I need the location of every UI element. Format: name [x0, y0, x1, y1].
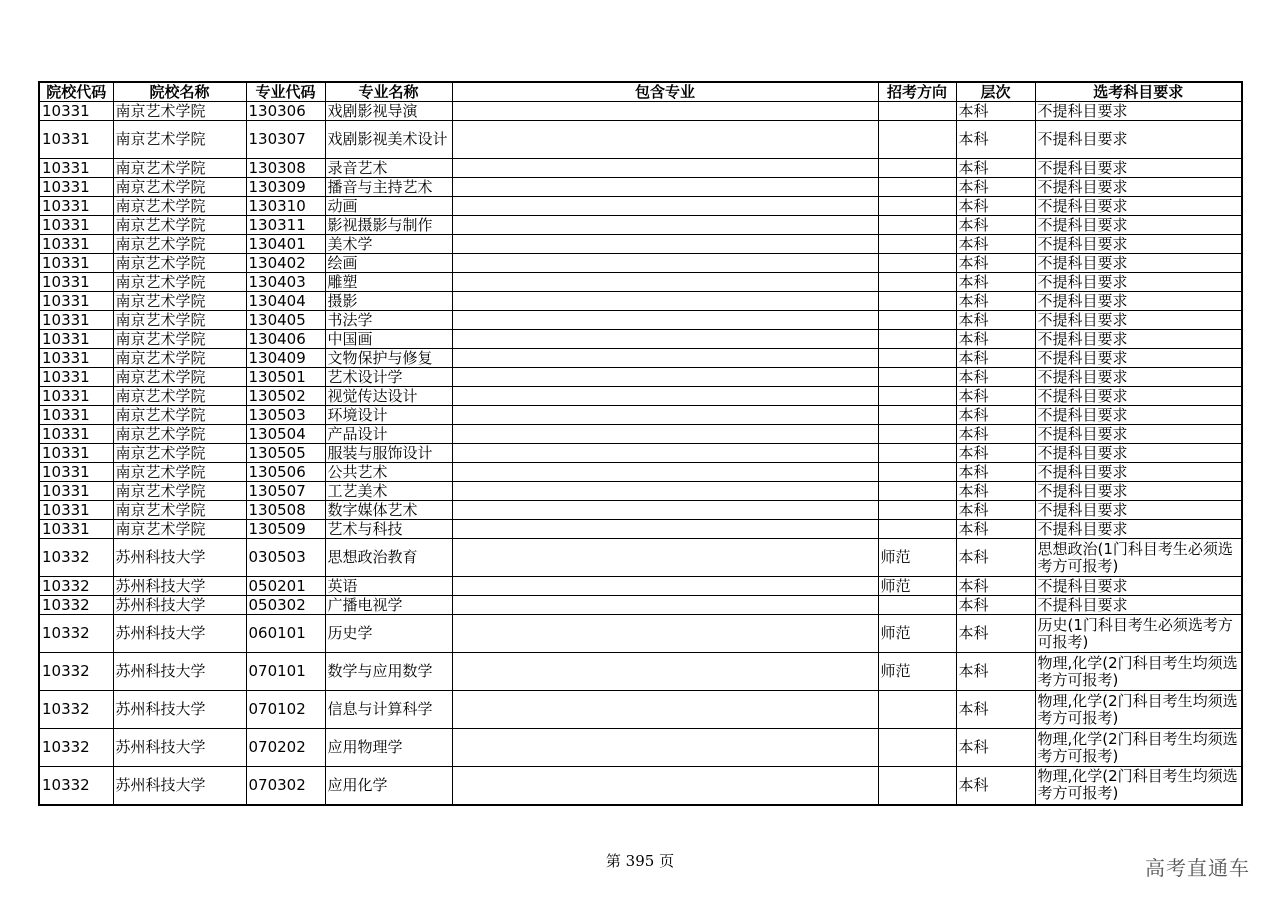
cell-school-name: 南京艺术学院 — [113, 463, 246, 482]
cell-level: 本科 — [956, 330, 1035, 349]
cell-school-name: 苏州科技大学 — [113, 653, 246, 691]
cell-school-code: 10332 — [39, 539, 113, 577]
cell-school-code: 10331 — [39, 463, 113, 482]
cell-level: 本科 — [956, 368, 1035, 387]
cell-level: 本科 — [956, 767, 1035, 805]
cell-major-name: 思想政治教育 — [325, 539, 452, 577]
cell-included-majors — [452, 121, 878, 159]
cell-level: 本科 — [956, 729, 1035, 767]
cell-major-code: 130508 — [246, 501, 325, 520]
cell-level: 本科 — [956, 463, 1035, 482]
cell-level: 本科 — [956, 691, 1035, 729]
cell-level: 本科 — [956, 425, 1035, 444]
cell-school-name: 苏州科技大学 — [113, 615, 246, 653]
cell-major-name: 信息与计算科学 — [325, 691, 452, 729]
cell-school-name: 南京艺术学院 — [113, 178, 246, 197]
cell-included-majors — [452, 577, 878, 596]
cell-included-majors — [452, 102, 878, 121]
table-row — [39, 653, 1242, 691]
cell-major-name: 产品设计 — [325, 425, 452, 444]
cell-school-code: 10331 — [39, 102, 113, 121]
cell-school-code: 10331 — [39, 501, 113, 520]
cell-level: 本科 — [956, 102, 1035, 121]
cell-included-majors — [452, 539, 878, 577]
cell-school-name: 南京艺术学院 — [113, 216, 246, 235]
cell-school-name: 南京艺术学院 — [113, 273, 246, 292]
cell-major-code: 130505 — [246, 444, 325, 463]
cell-major-code: 070202 — [246, 729, 325, 767]
cell-included-majors — [452, 767, 878, 805]
table-row — [39, 121, 1242, 159]
cell-major-code: 030503 — [246, 539, 325, 577]
table-row — [39, 577, 1242, 596]
header-school-name: 院校名称 — [113, 82, 246, 102]
cell-school-code: 10331 — [39, 254, 113, 273]
cell-school-name: 南京艺术学院 — [113, 235, 246, 254]
cell-subject-requirement: 不提科目要求 — [1035, 235, 1242, 254]
cell-direction — [878, 330, 956, 349]
cell-included-majors — [452, 406, 878, 425]
cell-subject-requirement: 不提科目要求 — [1035, 216, 1242, 235]
header-subject-requirement: 选考科目要求 — [1035, 82, 1242, 102]
cell-school-name: 南京艺术学院 — [113, 311, 246, 330]
table-row — [39, 368, 1242, 387]
cell-included-majors — [452, 691, 878, 729]
cell-subject-requirement: 不提科目要求 — [1035, 292, 1242, 311]
table-row — [39, 596, 1242, 615]
cell-major-name: 英语 — [325, 577, 452, 596]
cell-direction — [878, 292, 956, 311]
cell-major-code: 070102 — [246, 691, 325, 729]
cell-subject-requirement: 不提科目要求 — [1035, 501, 1242, 520]
cell-level: 本科 — [956, 539, 1035, 577]
cell-major-code: 050201 — [246, 577, 325, 596]
table-row — [39, 444, 1242, 463]
cell-direction: 师范 — [878, 539, 956, 577]
table-row — [39, 387, 1242, 406]
cell-level: 本科 — [956, 520, 1035, 539]
cell-subject-requirement: 不提科目要求 — [1035, 387, 1242, 406]
cell-level: 本科 — [956, 273, 1035, 292]
cell-major-name: 戏剧影视导演 — [325, 102, 452, 121]
cell-major-code: 050302 — [246, 596, 325, 615]
cell-level: 本科 — [956, 292, 1035, 311]
cell-school-code: 10331 — [39, 444, 113, 463]
cell-major-name: 雕塑 — [325, 273, 452, 292]
cell-subject-requirement: 物理,化学(2门科目考生均须选考方可报考) — [1035, 767, 1242, 805]
cell-school-code: 10331 — [39, 273, 113, 292]
cell-subject-requirement: 历史(1门科目考生必须选考方可报考) — [1035, 615, 1242, 653]
header-included-majors: 包含专业 — [452, 82, 878, 102]
cell-school-code: 10332 — [39, 577, 113, 596]
cell-major-name: 数字媒体艺术 — [325, 501, 452, 520]
cell-subject-requirement: 物理,化学(2门科目考生均须选考方可报考) — [1035, 691, 1242, 729]
cell-included-majors — [452, 463, 878, 482]
header-school-code: 院校代码 — [39, 82, 113, 102]
table-row — [39, 273, 1242, 292]
cell-included-majors — [452, 444, 878, 463]
table-row — [39, 425, 1242, 444]
cell-included-majors — [452, 330, 878, 349]
cell-direction — [878, 349, 956, 368]
cell-school-name: 苏州科技大学 — [113, 577, 246, 596]
cell-major-code: 130405 — [246, 311, 325, 330]
table-row — [39, 501, 1242, 520]
cell-level: 本科 — [956, 596, 1035, 615]
cell-major-name: 服装与服饰设计 — [325, 444, 452, 463]
cell-major-name: 戏剧影视美术设计 — [325, 121, 452, 159]
cell-direction — [878, 387, 956, 406]
cell-major-code: 130504 — [246, 425, 325, 444]
cell-school-name: 南京艺术学院 — [113, 254, 246, 273]
cell-level: 本科 — [956, 444, 1035, 463]
cell-direction — [878, 767, 956, 805]
cell-direction — [878, 368, 956, 387]
cell-major-code: 130403 — [246, 273, 325, 292]
cell-major-code: 070302 — [246, 767, 325, 805]
cell-school-code: 10331 — [39, 330, 113, 349]
cell-subject-requirement: 不提科目要求 — [1035, 463, 1242, 482]
cell-direction — [878, 729, 956, 767]
table-row — [39, 330, 1242, 349]
cell-subject-requirement: 不提科目要求 — [1035, 368, 1242, 387]
cell-direction — [878, 235, 956, 254]
cell-major-name: 书法学 — [325, 311, 452, 330]
cell-school-name: 南京艺术学院 — [113, 444, 246, 463]
cell-school-name: 南京艺术学院 — [113, 406, 246, 425]
cell-level: 本科 — [956, 406, 1035, 425]
cell-subject-requirement: 不提科目要求 — [1035, 102, 1242, 121]
cell-direction — [878, 197, 956, 216]
cell-school-name: 南京艺术学院 — [113, 330, 246, 349]
cell-major-code: 060101 — [246, 615, 325, 653]
cell-included-majors — [452, 501, 878, 520]
cell-direction — [878, 501, 956, 520]
cell-included-majors — [452, 520, 878, 539]
cell-direction: 师范 — [878, 615, 956, 653]
cell-level: 本科 — [956, 197, 1035, 216]
cell-included-majors — [452, 596, 878, 615]
table-row — [39, 102, 1242, 121]
header-major-name: 专业名称 — [325, 82, 452, 102]
table-row — [39, 311, 1242, 330]
cell-direction — [878, 216, 956, 235]
cell-included-majors — [452, 273, 878, 292]
table-row — [39, 482, 1242, 501]
cell-direction — [878, 102, 956, 121]
cell-major-code: 130501 — [246, 368, 325, 387]
cell-major-code: 130306 — [246, 102, 325, 121]
cell-school-name: 苏州科技大学 — [113, 691, 246, 729]
cell-level: 本科 — [956, 216, 1035, 235]
cell-major-name: 动画 — [325, 197, 452, 216]
cell-level: 本科 — [956, 577, 1035, 596]
cell-school-code: 10331 — [39, 520, 113, 539]
cell-subject-requirement: 不提科目要求 — [1035, 406, 1242, 425]
cell-subject-requirement: 不提科目要求 — [1035, 254, 1242, 273]
cell-subject-requirement: 不提科目要求 — [1035, 121, 1242, 159]
cell-major-name: 艺术设计学 — [325, 368, 452, 387]
cell-major-code: 130307 — [246, 121, 325, 159]
cell-school-name: 苏州科技大学 — [113, 729, 246, 767]
cell-school-code: 10331 — [39, 311, 113, 330]
cell-major-code: 130503 — [246, 406, 325, 425]
cell-subject-requirement: 不提科目要求 — [1035, 596, 1242, 615]
table-body — [39, 102, 1242, 805]
cell-school-name: 南京艺术学院 — [113, 482, 246, 501]
cell-direction — [878, 520, 956, 539]
cell-level: 本科 — [956, 349, 1035, 368]
cell-school-code: 10332 — [39, 596, 113, 615]
cell-included-majors — [452, 425, 878, 444]
cell-direction — [878, 406, 956, 425]
cell-subject-requirement: 不提科目要求 — [1035, 273, 1242, 292]
page-number: 第 395 页 — [605, 852, 675, 870]
cell-major-name: 数学与应用数学 — [325, 653, 452, 691]
cell-major-code: 130402 — [246, 254, 325, 273]
cell-major-code: 130502 — [246, 387, 325, 406]
cell-major-name: 绘画 — [325, 254, 452, 273]
cell-level: 本科 — [956, 482, 1035, 501]
cell-school-name: 苏州科技大学 — [113, 539, 246, 577]
table-row — [39, 349, 1242, 368]
header-row — [39, 82, 1242, 102]
cell-school-code: 10331 — [39, 387, 113, 406]
cell-included-majors — [452, 178, 878, 197]
cell-major-name: 公共艺术 — [325, 463, 452, 482]
cell-school-code: 10332 — [39, 691, 113, 729]
cell-school-name: 南京艺术学院 — [113, 368, 246, 387]
cell-school-name: 南京艺术学院 — [113, 425, 246, 444]
cell-level: 本科 — [956, 653, 1035, 691]
cell-major-code: 130509 — [246, 520, 325, 539]
cell-school-code: 10331 — [39, 482, 113, 501]
cell-major-code: 130310 — [246, 197, 325, 216]
cell-school-name: 苏州科技大学 — [113, 767, 246, 805]
table-row — [39, 691, 1242, 729]
cell-level: 本科 — [956, 159, 1035, 178]
cell-school-code: 10331 — [39, 235, 113, 254]
cell-subject-requirement: 不提科目要求 — [1035, 311, 1242, 330]
cell-major-code: 130404 — [246, 292, 325, 311]
cell-subject-requirement: 不提科目要求 — [1035, 444, 1242, 463]
cell-school-code: 10332 — [39, 653, 113, 691]
cell-subject-requirement: 不提科目要求 — [1035, 197, 1242, 216]
cell-major-name: 播音与主持艺术 — [325, 178, 452, 197]
table-row — [39, 520, 1242, 539]
cell-major-code: 130401 — [246, 235, 325, 254]
table-row — [39, 178, 1242, 197]
cell-school-code: 10331 — [39, 368, 113, 387]
cell-direction — [878, 596, 956, 615]
cell-school-code: 10331 — [39, 178, 113, 197]
cell-included-majors — [452, 482, 878, 501]
table-row — [39, 216, 1242, 235]
cell-major-code: 130506 — [246, 463, 325, 482]
cell-major-name: 应用物理学 — [325, 729, 452, 767]
header-level: 层次 — [956, 82, 1035, 102]
cell-level: 本科 — [956, 235, 1035, 254]
cell-school-name: 南京艺术学院 — [113, 197, 246, 216]
cell-included-majors — [452, 311, 878, 330]
cell-school-name: 南京艺术学院 — [113, 387, 246, 406]
cell-school-name: 南京艺术学院 — [113, 121, 246, 159]
cell-major-name: 美术学 — [325, 235, 452, 254]
cell-subject-requirement: 不提科目要求 — [1035, 178, 1242, 197]
cell-included-majors — [452, 653, 878, 691]
cell-direction — [878, 159, 956, 178]
cell-included-majors — [452, 235, 878, 254]
cell-subject-requirement: 不提科目要求 — [1035, 520, 1242, 539]
cell-subject-requirement: 不提科目要求 — [1035, 330, 1242, 349]
cell-school-name: 苏州科技大学 — [113, 596, 246, 615]
cell-included-majors — [452, 254, 878, 273]
cell-included-majors — [452, 349, 878, 368]
cell-direction — [878, 178, 956, 197]
cell-school-code: 10332 — [39, 615, 113, 653]
table-row — [39, 729, 1242, 767]
cell-school-code: 10331 — [39, 197, 113, 216]
cell-subject-requirement: 不提科目要求 — [1035, 577, 1242, 596]
cell-major-code: 130311 — [246, 216, 325, 235]
table-row — [39, 463, 1242, 482]
cell-school-code: 10332 — [39, 729, 113, 767]
cell-major-name: 中国画 — [325, 330, 452, 349]
watermark: 高考直通车 — [1145, 856, 1250, 880]
cell-included-majors — [452, 216, 878, 235]
cell-direction — [878, 254, 956, 273]
table-row — [39, 159, 1242, 178]
header-major-code: 专业代码 — [246, 82, 325, 102]
cell-school-code: 10331 — [39, 406, 113, 425]
cell-major-name: 录音艺术 — [325, 159, 452, 178]
cell-included-majors — [452, 292, 878, 311]
cell-direction: 师范 — [878, 577, 956, 596]
cell-major-code: 130308 — [246, 159, 325, 178]
cell-major-code: 130309 — [246, 178, 325, 197]
cell-school-name: 南京艺术学院 — [113, 349, 246, 368]
cell-direction — [878, 273, 956, 292]
cell-school-code: 10332 — [39, 767, 113, 805]
cell-major-name: 应用化学 — [325, 767, 452, 805]
cell-subject-requirement: 物理,化学(2门科目考生均须选考方可报考) — [1035, 729, 1242, 767]
cell-school-code: 10331 — [39, 121, 113, 159]
cell-subject-requirement: 不提科目要求 — [1035, 425, 1242, 444]
table-row — [39, 292, 1242, 311]
cell-major-name: 摄影 — [325, 292, 452, 311]
table-row — [39, 235, 1242, 254]
cell-level: 本科 — [956, 501, 1035, 520]
cell-school-code: 10331 — [39, 159, 113, 178]
cell-school-code: 10331 — [39, 216, 113, 235]
cell-level: 本科 — [956, 254, 1035, 273]
cell-included-majors — [452, 615, 878, 653]
cell-included-majors — [452, 387, 878, 406]
cell-included-majors — [452, 197, 878, 216]
cell-major-name: 广播电视学 — [325, 596, 452, 615]
table-row — [39, 197, 1242, 216]
cell-school-name: 南京艺术学院 — [113, 520, 246, 539]
cell-level: 本科 — [956, 178, 1035, 197]
cell-school-code: 10331 — [39, 292, 113, 311]
cell-school-name: 南京艺术学院 — [113, 501, 246, 520]
table-row — [39, 615, 1242, 653]
cell-subject-requirement: 不提科目要求 — [1035, 482, 1242, 501]
cell-direction — [878, 691, 956, 729]
cell-major-name: 文物保护与修复 — [325, 349, 452, 368]
cell-subject-requirement: 不提科目要求 — [1035, 349, 1242, 368]
admission-table — [38, 81, 1243, 806]
cell-school-name: 南京艺术学院 — [113, 102, 246, 121]
cell-level: 本科 — [956, 615, 1035, 653]
cell-school-code: 10331 — [39, 349, 113, 368]
cell-direction — [878, 482, 956, 501]
cell-major-name: 历史学 — [325, 615, 452, 653]
cell-school-code: 10331 — [39, 425, 113, 444]
table-row — [39, 767, 1242, 805]
cell-included-majors — [452, 368, 878, 387]
cell-major-code: 130409 — [246, 349, 325, 368]
cell-included-majors — [452, 159, 878, 178]
cell-school-name: 南京艺术学院 — [113, 159, 246, 178]
cell-major-code: 130406 — [246, 330, 325, 349]
cell-included-majors — [452, 729, 878, 767]
cell-level: 本科 — [956, 311, 1035, 330]
cell-direction — [878, 425, 956, 444]
table-row — [39, 539, 1242, 577]
cell-direction: 师范 — [878, 653, 956, 691]
header-direction: 招考方向 — [878, 82, 956, 102]
cell-major-name: 影视摄影与制作 — [325, 216, 452, 235]
cell-subject-requirement: 思想政治(1门科目考生必须选考方可报考) — [1035, 539, 1242, 577]
cell-direction — [878, 463, 956, 482]
cell-school-name: 南京艺术学院 — [113, 292, 246, 311]
cell-direction — [878, 311, 956, 330]
cell-direction — [878, 444, 956, 463]
cell-major-code: 070101 — [246, 653, 325, 691]
cell-direction — [878, 121, 956, 159]
cell-major-name: 工艺美术 — [325, 482, 452, 501]
cell-major-name: 视觉传达设计 — [325, 387, 452, 406]
cell-subject-requirement: 不提科目要求 — [1035, 159, 1242, 178]
table-row — [39, 254, 1242, 273]
cell-major-name: 艺术与科技 — [325, 520, 452, 539]
cell-major-name: 环境设计 — [325, 406, 452, 425]
cell-level: 本科 — [956, 387, 1035, 406]
cell-subject-requirement: 物理,化学(2门科目考生均须选考方可报考) — [1035, 653, 1242, 691]
cell-major-code: 130507 — [246, 482, 325, 501]
cell-level: 本科 — [956, 121, 1035, 159]
table-row — [39, 406, 1242, 425]
